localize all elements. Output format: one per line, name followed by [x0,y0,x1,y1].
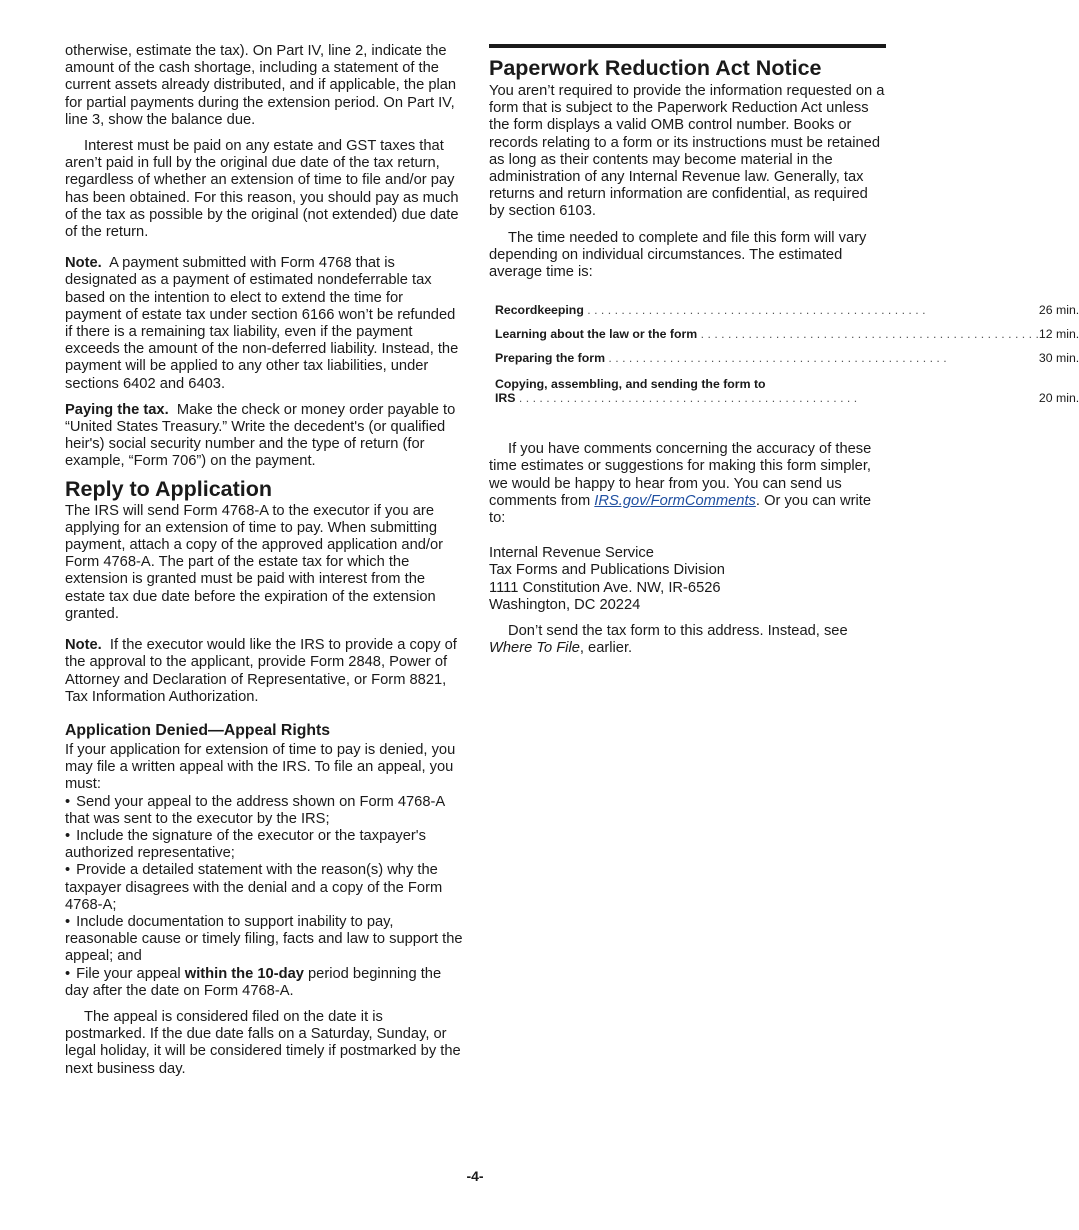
note-payment-6166 [65,255,463,393]
task-cell [495,341,1039,365]
dont-send-paragraph [489,623,886,657]
paperwork-paragraph: You aren’t required to provide the information requested on a form that is subject to the Paperwork Reduction Act unless the form displays a valid OMB control number. Books or records relating to a form or its instructions must be retained as long as their contents may become material in the administration of any Internal Revenue law. Generally, tax returns and return information are confidential, as required by section 6103. [489,83,885,220]
time-cell: 12 min. [1038,327,1079,342]
time-cell: 26 min. [1038,303,1079,318]
appeal-bullet: • Send your appeal to the address shown on Form 4768-A that was sent to the executor by the IRS; [65,794,463,828]
form-comments-link[interactable]: IRS.gov/FormComments [594,492,756,509]
appeal-filed-paragraph: The appeal is considered filed on the date it is postmarked. If the due date falls on a Saturday, Sunday, or legal holiday, it will be considered timely if postmarked by the next business day. [65,1008,461,1077]
bullet-text: File your appeal [76,965,181,982]
task-label-continued [495,391,1039,405]
time-estimates-table [495,293,1079,405]
comments-text: If you have comments concerning the accuracy of these time estimates or suggestions for making this form simpler, we would be happy to hear from you. You can send us comments from [489,441,872,509]
address-line: Internal Revenue Service [489,545,654,562]
address-line: 1111 Constitution Ave. NW, IR-6526 [489,579,721,596]
appeal-heading: Application Denied—Appeal Rights [65,721,331,739]
table-row [495,293,1079,317]
task-label: Recordkeeping [495,303,584,318]
task-label: Copying, assembling, and sending the form to [495,377,766,392]
comments-paragraph [489,441,886,527]
task-cell [495,293,1039,317]
note-text: If the executor would like the IRS to provide a copy of the approval to the applicant, provide Form 2848, Power of Attorney and Declaration of Representative, or Form 8821, Tax Information Authorization. [65,637,457,705]
reply-heading: Reply to Application [65,476,273,501]
appeal-bullet: • Provide a detailed statement with the reason(s) why the taxpayer disagrees with the denial and a copy of the Form 4768-A; [65,862,463,914]
note-text: A payment submitted with Form 4768 that is designated as a payment of estimated nondeferrable tax based on the intention to elect to extend the time for payment of estate tax under section 6166 won’t be refunded if there is a remaining tax liability, even if the payment exceeds the amount of the non-deferred liability. Instead, the payment will be applied to any other tax liabilities, under sections 6402 and 6403. [65,255,459,392]
where-to-file-reference: Where To File [489,640,580,657]
paperwork-heading: Paperwork Reduction Act Notice [489,56,822,80]
appeal-bullet: • Include the signature of the executor or the taxpayer's authorized representative; [65,828,463,862]
time-cell: 20 min. [1038,391,1079,406]
comments-text: . Or you can write to: [489,492,871,527]
address-line: Washington, DC 20224 [489,596,641,613]
left-column [65,0,463,1078]
note-approval-copy [65,637,463,706]
paragraph-interest: Interest must be paid on any estate and GST taxes that aren’t paid in full by the original due date of the tax return, regardless of whether an extension of time to file and/or pay has been obtained. For this reason, you should pay as much of the tax as possible by the original (not extended) due date of the return. [65,138,459,241]
task-cell [495,365,1039,405]
time-cell: 30 min. [1038,351,1079,366]
address-line: Tax Forms and Publications Division [489,562,725,579]
appeal-bullet: • Include documentation to support inability to pay, reasonable cause or timely filing, facts and law to support the appeal; and [65,914,463,966]
dont-send-text: , earlier. [579,640,633,657]
appeal-bullet [65,966,463,1000]
table-row [495,317,1079,341]
paying-label: Paying the tax. [65,401,169,418]
task-label: Learning about the law or the form [495,327,698,342]
section-rule [489,44,886,48]
time-intro-paragraph: The time needed to complete and file this form will vary depending on individual circumstances. The estimated average time is: [489,229,867,281]
right-column [489,0,1079,657]
note-label: Note. [65,255,102,272]
task-label: Preparing the form [495,351,606,366]
task-label: IRS [495,391,516,406]
reply-text: The IRS will send Form 4768-A to the executor if you are applying for an extension of time to pay. When submitting payment, attach a copy of the approved application and/or Form 4768-A. The part of the estate tax for which the extension is granted must be paid with interest from the estate tax due date before the expiration of the extension granted. [65,502,444,622]
task-cell [495,317,1039,341]
appeal-intro: If your application for extension of time to pay is denied, you may file a written appeal with the IRS. To file an appeal, you must: [65,741,456,793]
table-row [495,341,1079,365]
bullet-emphasis: within the 10-day [184,965,304,982]
paragraph-continuation: otherwise, estimate the tax). On Part IV, line 2, indicate the amount of the cash shortage, including a statement of the current assets already distributed, and if applicable, the plan for partial payments during the extension period. On Part IV, line 3, show the balance due. [65,43,457,128]
mailing-address [489,545,886,614]
dont-send-text: Don’t send the tax form to this address. Instead, see [508,623,848,640]
note-label: Note. [65,637,102,654]
table-row [495,365,1079,405]
paying-the-tax [65,402,463,471]
paying-text: Make the check or money order payable to “United States Treasury.” Write the decedent's (or qualified heir's) social security number and the type of return (for example, “Form 706”) on the payment. [65,401,456,470]
page-number: -4- [466,1168,484,1184]
bullet-text: period beginning the day after the date on Form 4768-A. [65,965,442,999]
